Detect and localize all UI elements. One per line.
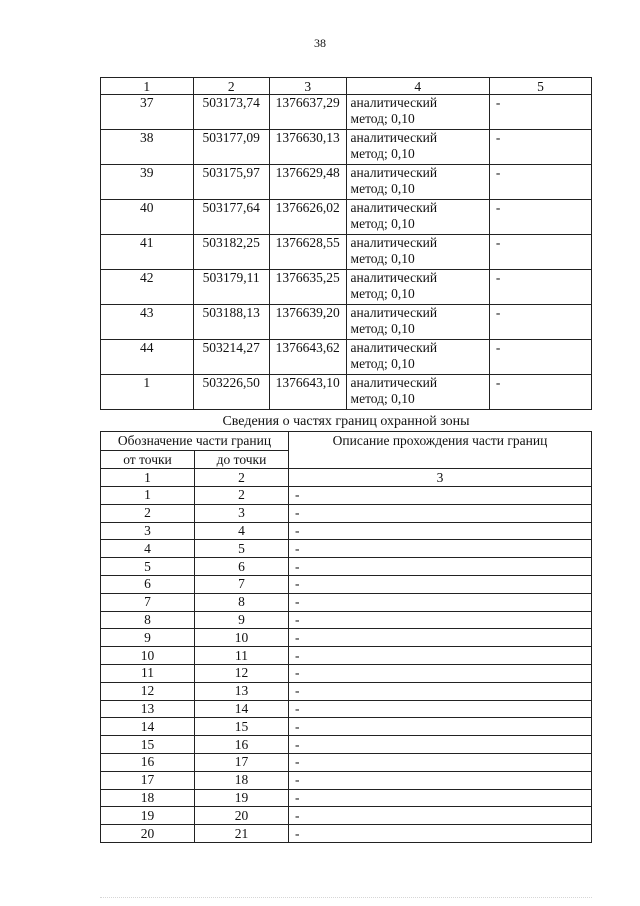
to-point-cell: 20 (195, 807, 289, 825)
description-cell: - (489, 340, 591, 375)
to-point-cell: 16 (195, 736, 289, 754)
part-description-cell: - (289, 807, 592, 825)
method-cell (346, 165, 489, 200)
coordinates-row (101, 305, 592, 340)
point-number-cell: 38 (101, 130, 194, 165)
parts-column-number-1: 1 (101, 469, 195, 487)
to-point-cell: 10 (195, 629, 289, 647)
from-point-cell: 9 (101, 629, 195, 647)
coordinates-header-row (101, 78, 592, 95)
method-cell (346, 340, 489, 375)
description-cell: - (489, 375, 591, 410)
part-description-cell: - (289, 771, 592, 789)
to-point-cell: 2 (195, 487, 289, 505)
description-cell: - (489, 235, 591, 270)
from-point-cell: 13 (101, 700, 195, 718)
part-description-cell: - (289, 575, 592, 593)
description-cell: - (489, 165, 591, 200)
part-description-cell: - (289, 504, 592, 522)
x-coordinate-cell: 503226,50 (193, 375, 269, 410)
method-line-1: аналитический (350, 340, 438, 355)
to-point-cell: 15 (195, 718, 289, 736)
parts-column-number-3: 3 (289, 469, 592, 487)
boundary-part-row (101, 753, 592, 771)
from-point-cell: 8 (101, 611, 195, 629)
column-number-2: 2 (193, 78, 269, 95)
column-number-3: 3 (269, 78, 346, 95)
description-cell: - (489, 130, 591, 165)
boundary-part-row (101, 593, 592, 611)
y-coordinate-cell: 1376626,02 (269, 200, 346, 235)
to-point-cell: 18 (195, 771, 289, 789)
method-line-1: аналитический (350, 165, 438, 180)
from-point-cell: 14 (101, 718, 195, 736)
parts-column-numbers-row (101, 469, 592, 487)
method-cell (346, 235, 489, 270)
method-cell (346, 130, 489, 165)
y-coordinate-cell: 1376639,20 (269, 305, 346, 340)
method-cell (346, 270, 489, 305)
y-coordinate-cell: 1376628,55 (269, 235, 346, 270)
from-point-cell: 17 (101, 771, 195, 789)
y-coordinate-cell: 1376643,62 (269, 340, 346, 375)
from-point-cell: 6 (101, 575, 195, 593)
part-description-cell: - (289, 522, 592, 540)
boundary-part-row (101, 664, 592, 682)
x-coordinate-cell: 503175,97 (193, 165, 269, 200)
to-point-cell: 6 (195, 558, 289, 576)
boundary-part-row (101, 807, 592, 825)
method-cell (346, 375, 489, 410)
to-point-cell: 13 (195, 682, 289, 700)
part-description-cell: - (289, 540, 592, 558)
point-number-cell: 42 (101, 270, 194, 305)
method-line-1: аналитический (350, 95, 438, 110)
method-line-2: метод; 0,10 (350, 251, 415, 266)
y-coordinate-cell: 1376643,10 (269, 375, 346, 410)
from-point-cell: 11 (101, 664, 195, 682)
to-point-cell: 8 (195, 593, 289, 611)
to-point-cell: 11 (195, 647, 289, 665)
from-point-cell: 19 (101, 807, 195, 825)
coordinates-row (101, 375, 592, 410)
method-line-1: аналитический (350, 305, 438, 320)
y-coordinate-cell: 1376637,29 (269, 95, 346, 130)
to-point-cell: 5 (195, 540, 289, 558)
x-coordinate-cell: 503182,25 (193, 235, 269, 270)
point-number-cell: 41 (101, 235, 194, 270)
point-number-cell: 44 (101, 340, 194, 375)
to-point-cell: 12 (195, 664, 289, 682)
point-number-cell: 1 (101, 375, 194, 410)
method-line-2: метод; 0,10 (350, 181, 415, 196)
page-number: 38 (314, 36, 326, 50)
boundary-part-row (101, 504, 592, 522)
part-description-cell: - (289, 682, 592, 700)
description-cell: - (489, 95, 591, 130)
from-point-cell: 10 (101, 647, 195, 665)
boundary-part-row (101, 700, 592, 718)
boundary-part-row (101, 825, 592, 843)
y-coordinate-cell: 1376629,48 (269, 165, 346, 200)
from-point-header: от точки (101, 451, 195, 469)
boundary-part-row (101, 487, 592, 505)
x-coordinate-cell: 503173,74 (193, 95, 269, 130)
method-line-2: метод; 0,10 (350, 356, 415, 371)
point-number-cell: 39 (101, 165, 194, 200)
to-point-cell: 17 (195, 753, 289, 771)
part-description-cell: - (289, 825, 592, 843)
part-description-cell: - (289, 736, 592, 754)
boundary-part-row (101, 718, 592, 736)
y-coordinate-cell: 1376635,25 (269, 270, 346, 305)
to-point-cell: 19 (195, 789, 289, 807)
coordinates-row (101, 340, 592, 375)
to-point-cell: 9 (195, 611, 289, 629)
coordinates-row (101, 200, 592, 235)
boundary-part-row (101, 540, 592, 558)
boundary-part-row (101, 682, 592, 700)
part-description-cell: - (289, 558, 592, 576)
from-point-cell: 7 (101, 593, 195, 611)
x-coordinate-cell: 503214,27 (193, 340, 269, 375)
part-description-cell: - (289, 664, 592, 682)
coordinates-row (101, 165, 592, 200)
point-number-cell: 37 (101, 95, 194, 130)
part-description-cell: - (289, 611, 592, 629)
x-coordinate-cell: 503177,64 (193, 200, 269, 235)
from-point-cell: 12 (101, 682, 195, 700)
part-description-cell: - (289, 700, 592, 718)
boundary-part-row (101, 736, 592, 754)
column-number-1: 1 (101, 78, 194, 95)
parts-column-number-2: 2 (195, 469, 289, 487)
part-description-cell: - (289, 753, 592, 771)
method-line-2: метод; 0,10 (350, 146, 415, 161)
to-point-cell: 7 (195, 575, 289, 593)
method-line-2: метод; 0,10 (350, 321, 415, 336)
boundary-part-row (101, 575, 592, 593)
boundary-part-row (101, 647, 592, 665)
to-point-cell: 21 (195, 825, 289, 843)
method-line-1: аналитический (350, 130, 438, 145)
from-point-cell: 5 (101, 558, 195, 576)
boundary-part-row (101, 558, 592, 576)
from-point-cell: 20 (101, 825, 195, 843)
method-cell (346, 95, 489, 130)
to-point-cell: 14 (195, 700, 289, 718)
boundary-part-row (101, 522, 592, 540)
method-line-1: аналитический (350, 375, 438, 390)
part-description-cell: - (289, 718, 592, 736)
description-cell: - (489, 270, 591, 305)
description-cell: - (489, 200, 591, 235)
description-header: Описание прохождения части границ (289, 432, 592, 469)
part-description-cell: - (289, 629, 592, 647)
from-point-cell: 1 (101, 487, 195, 505)
x-coordinate-cell: 503188,13 (193, 305, 269, 340)
y-coordinate-cell: 1376630,13 (269, 130, 346, 165)
part-description-cell: - (289, 647, 592, 665)
column-number-4: 4 (346, 78, 489, 95)
column-number-5: 5 (489, 78, 591, 95)
to-point-cell: 3 (195, 504, 289, 522)
method-line-1: аналитический (350, 270, 438, 285)
method-line-1: аналитический (350, 200, 438, 215)
from-point-cell: 18 (101, 789, 195, 807)
method-line-2: метод; 0,10 (350, 391, 415, 406)
x-coordinate-cell: 503177,09 (193, 130, 269, 165)
part-description-cell: - (289, 789, 592, 807)
from-point-cell: 3 (101, 522, 195, 540)
from-point-cell: 2 (101, 504, 195, 522)
method-line-2: метод; 0,10 (350, 286, 415, 301)
to-point-header: до точки (195, 451, 289, 469)
designation-header: Обозначение части границ (101, 432, 289, 451)
method-cell (346, 305, 489, 340)
section-title: Сведения о частях границ охранной зоны (222, 414, 470, 429)
boundary-part-row (101, 771, 592, 789)
point-number-cell: 40 (101, 200, 194, 235)
boundary-parts-table (100, 431, 592, 843)
coordinates-row (101, 235, 592, 270)
coordinates-row (101, 95, 592, 130)
coordinates-table (100, 77, 592, 410)
part-description-cell: - (289, 593, 592, 611)
coordinates-row (101, 130, 592, 165)
boundary-part-row (101, 789, 592, 807)
part-description-cell: - (289, 487, 592, 505)
boundary-part-row (101, 611, 592, 629)
method-cell (346, 200, 489, 235)
x-coordinate-cell: 503179,11 (193, 270, 269, 305)
from-point-cell: 15 (101, 736, 195, 754)
method-line-1: аналитический (350, 235, 438, 250)
point-number-cell: 43 (101, 305, 194, 340)
from-point-cell: 4 (101, 540, 195, 558)
coordinates-row (101, 270, 592, 305)
method-line-2: метод; 0,10 (350, 111, 415, 126)
description-cell: - (489, 305, 591, 340)
boundary-part-row (101, 629, 592, 647)
to-point-cell: 4 (195, 522, 289, 540)
method-line-2: метод; 0,10 (350, 216, 415, 231)
from-point-cell: 16 (101, 753, 195, 771)
parts-header-row (101, 432, 592, 451)
